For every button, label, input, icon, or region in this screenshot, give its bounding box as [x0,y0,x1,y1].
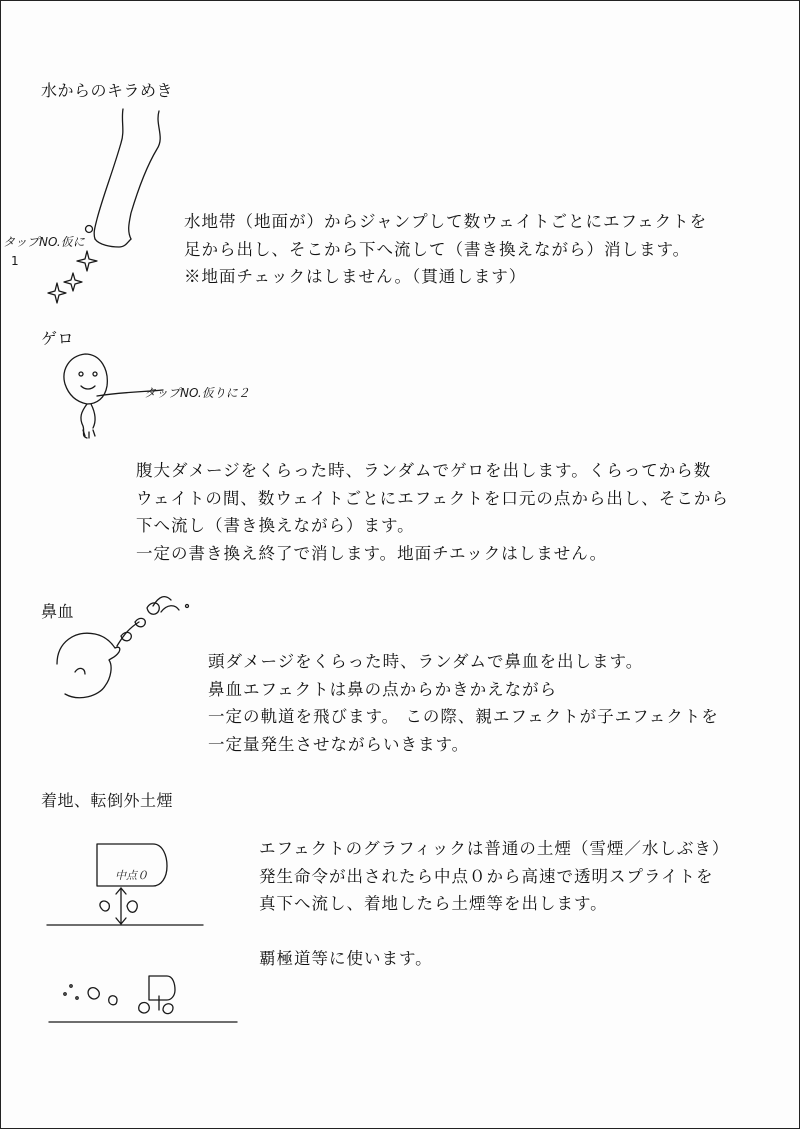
nosebleed-line: 鼻血エフェクトは鼻の点からかきかえながら [208,679,558,699]
vomit-line: 腹大ダメージをくらった時、ランダムでゲロを出します。くらってから数 [136,461,712,480]
sparkle-line: 水地帯（地面が）からジャンプして数ウェイトごとにエフェクトを [184,212,708,231]
section-heading-dust: 着地、転倒外土煙 [41,791,174,810]
nosebleed-line: 一定量発生させながらいきます。 [208,734,470,754]
vomit-line: ウェイトの間、数ウェイトごとにエフェクトを口元の点から出し、そこから [136,488,729,508]
dust-line: 発生命令が出されたら中点０から高速で透明スプライトを [259,866,714,886]
dust-line: 覇極道等に使います。 [259,949,433,968]
nosebleed-sketch [49,586,199,716]
sparkle-annotation: タップNO.仮に [3,235,85,249]
vomit-line: 一定の書き換え終了で消します。地面チエックはしません。 [136,543,608,563]
sparkle-description [184,208,707,291]
blank-line [259,918,729,946]
sparkle-line: 足から出し、そこから下へ流して（書き換えながら）消します。 [184,239,691,259]
sparkle-line: ※地面チェックはしません。（貫通します） [184,267,527,286]
nosebleed-description [208,648,719,758]
section-heading-vomit: ゲロ [41,329,75,348]
section-heading-nosebleed: 鼻血 [41,602,75,621]
vomit-line: 下へ流し（書き換えながら）ます。 [136,516,415,535]
leg-sparkle-sketch [41,101,181,311]
dust-annotation: 中点０ [115,869,148,882]
vomit-annotation: タップNO.仮りに２ [144,386,250,400]
dust-landing-sketch [41,836,251,1036]
nosebleed-line: 頭ダメージをくらった時、ランダムで鼻血を出します。 [208,652,644,671]
dust-line: 真下へ流し、着地したら土煙等を出します。 [259,894,608,913]
section-heading-sparkle: 水からのキラめき [41,81,174,100]
dust-description [259,835,729,973]
dust-line: エフェクトのグラフィックは普通の土煙（雪煙／水しぶき） [259,839,730,858]
vomit-description [136,457,729,567]
sparkle-annotation-number: 1 [11,254,19,268]
nosebleed-line: 一定の軌道を飛びます。 この際、親エフェクトが子エフェクトを [208,707,719,726]
